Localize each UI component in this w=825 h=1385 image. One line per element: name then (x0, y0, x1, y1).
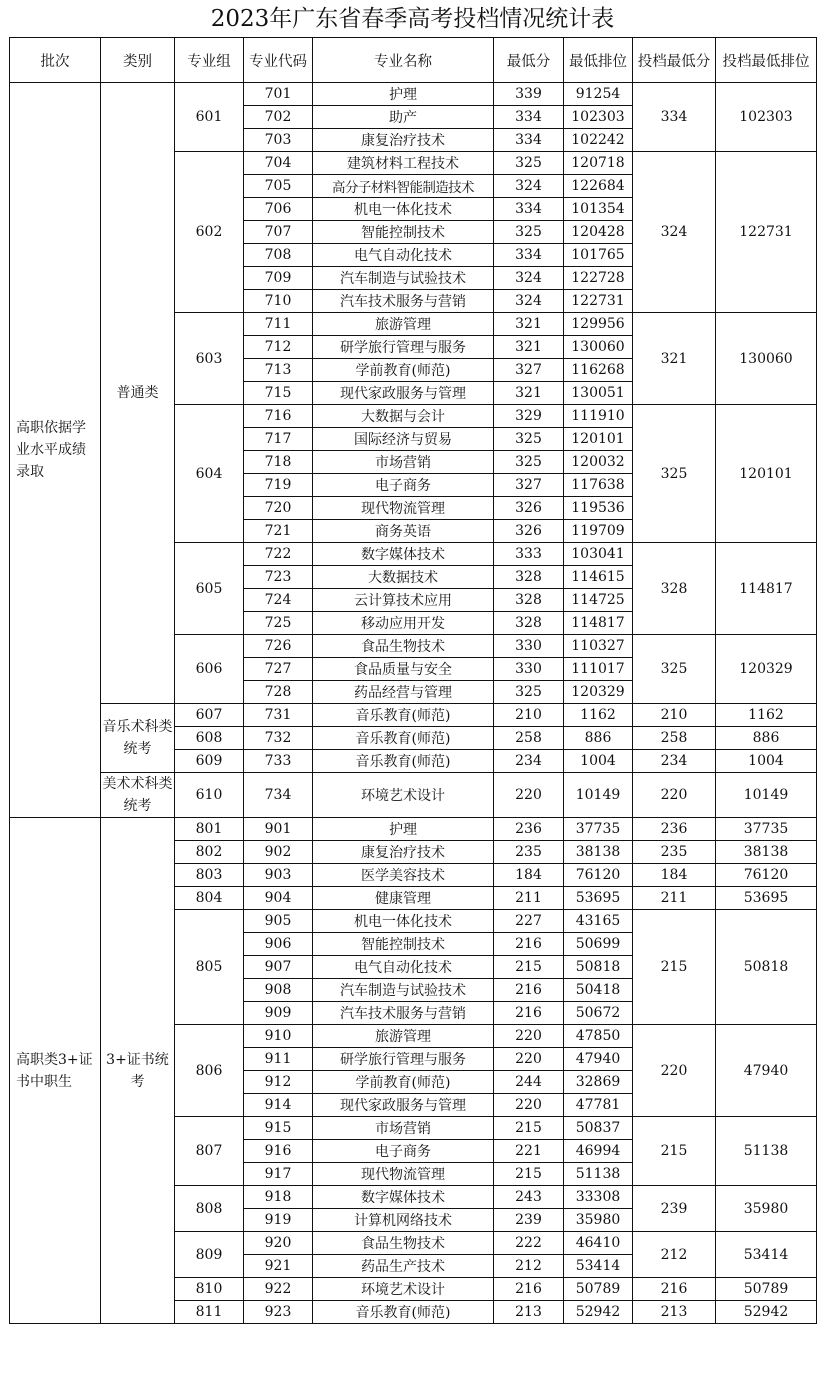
min-score-cell: 258 (494, 727, 564, 750)
column-header: 专业名称 (313, 38, 494, 83)
min-rank-cell: 122728 (564, 267, 633, 290)
min-score-cell: 321 (494, 313, 564, 336)
min-score-cell: 325 (494, 152, 564, 175)
min-score-cell: 321 (494, 336, 564, 359)
major-code-cell: 721 (244, 520, 313, 543)
min-score-cell: 334 (494, 198, 564, 221)
major-name-cell: 国际经济与贸易 (313, 428, 494, 451)
major-name-cell: 现代家政服务与管理 (313, 1094, 494, 1117)
min-rank-cell: 120329 (564, 681, 633, 704)
major-name-cell: 汽车制造与试验技术 (313, 979, 494, 1002)
min-rank-cell: 120101 (564, 428, 633, 451)
major-code-cell: 722 (244, 543, 313, 566)
toudang-min-score-cell: 324 (633, 152, 716, 313)
major-code-cell: 916 (244, 1140, 313, 1163)
min-rank-cell: 111017 (564, 658, 633, 681)
toudang-min-score-cell: 258 (633, 727, 716, 750)
major-name-cell: 汽车技术服务与营销 (313, 290, 494, 313)
min-score-cell: 330 (494, 658, 564, 681)
major-code-cell: 923 (244, 1301, 313, 1324)
major-name-cell: 音乐教育(师范) (313, 750, 494, 773)
group-code-cell: 806 (175, 1025, 244, 1117)
major-name-cell: 音乐教育(师范) (313, 727, 494, 750)
group-code-cell: 606 (175, 635, 244, 704)
major-code-cell: 716 (244, 405, 313, 428)
group-code-cell: 605 (175, 543, 244, 635)
toudang-min-score-cell: 184 (633, 864, 716, 887)
major-code-cell: 732 (244, 727, 313, 750)
min-rank-cell: 122684 (564, 175, 633, 198)
min-score-cell: 339 (494, 83, 564, 106)
major-name-cell: 医学美容技术 (313, 864, 494, 887)
group-code-cell: 604 (175, 405, 244, 543)
major-code-cell: 703 (244, 129, 313, 152)
toudang-min-score-cell: 216 (633, 1278, 716, 1301)
major-code-cell: 701 (244, 83, 313, 106)
toudang-min-score-cell: 328 (633, 543, 716, 635)
table-row (10, 773, 817, 818)
min-score-cell: 236 (494, 818, 564, 841)
min-score-cell: 334 (494, 244, 564, 267)
min-score-cell: 211 (494, 887, 564, 910)
toudang-min-rank-cell: 120101 (716, 405, 817, 543)
column-header: 专业组 (175, 38, 244, 83)
min-rank-cell: 50837 (564, 1117, 633, 1140)
min-rank-cell: 101354 (564, 198, 633, 221)
major-name-cell: 健康管理 (313, 887, 494, 910)
major-name-cell: 计算机网络技术 (313, 1209, 494, 1232)
min-rank-cell: 32869 (564, 1071, 633, 1094)
toudang-min-rank-cell: 47940 (716, 1025, 817, 1117)
min-rank-cell: 50699 (564, 933, 633, 956)
min-rank-cell: 47781 (564, 1094, 633, 1117)
min-score-cell: 216 (494, 1002, 564, 1025)
group-code-cell: 608 (175, 727, 244, 750)
group-code-cell: 803 (175, 864, 244, 887)
min-score-cell: 325 (494, 221, 564, 244)
min-score-cell: 215 (494, 1163, 564, 1186)
page-title: 2023年广东省春季高考投档情况统计表 (210, 6, 615, 32)
major-name-cell: 机电一体化技术 (313, 910, 494, 933)
major-name-cell: 智能控制技术 (313, 221, 494, 244)
major-code-cell: 705 (244, 175, 313, 198)
major-name-cell: 学前教育(师范) (313, 1071, 494, 1094)
min-score-cell: 324 (494, 290, 564, 313)
column-header: 专业代码 (244, 38, 313, 83)
min-score-cell: 215 (494, 1117, 564, 1140)
min-score-cell: 333 (494, 543, 564, 566)
toudang-min-score-cell: 212 (633, 1232, 716, 1278)
major-name-cell: 市场营销 (313, 451, 494, 474)
toudang-min-score-cell: 220 (633, 773, 716, 818)
major-name-cell: 药品经营与管理 (313, 681, 494, 704)
min-score-cell: 330 (494, 635, 564, 658)
major-name-cell: 音乐教育(师范) (313, 704, 494, 727)
min-score-cell: 220 (494, 1094, 564, 1117)
major-code-cell: 908 (244, 979, 313, 1002)
major-name-cell: 现代家政服务与管理 (313, 382, 494, 405)
group-code-cell: 808 (175, 1186, 244, 1232)
min-rank-cell: 114725 (564, 589, 633, 612)
major-code-cell: 731 (244, 704, 313, 727)
min-rank-cell: 50672 (564, 1002, 633, 1025)
major-code-cell: 905 (244, 910, 313, 933)
major-code-cell: 902 (244, 841, 313, 864)
toudang-min-rank-cell: 120329 (716, 635, 817, 704)
min-score-cell: 212 (494, 1255, 564, 1278)
major-code-cell: 906 (244, 933, 313, 956)
toudang-min-score-cell: 236 (633, 818, 716, 841)
major-name-cell: 研学旅行管理与服务 (313, 1048, 494, 1071)
major-code-cell: 712 (244, 336, 313, 359)
major-name-cell: 汽车制造与试验技术 (313, 267, 494, 290)
major-name-cell: 助产 (313, 106, 494, 129)
major-name-cell: 电子商务 (313, 474, 494, 497)
min-rank-cell: 103041 (564, 543, 633, 566)
major-name-cell: 机电一体化技术 (313, 198, 494, 221)
batch-cell: 高职依据学业水平成绩录取 (10, 83, 101, 818)
category-cell: 美术术科类统考 (101, 773, 175, 818)
min-score-cell: 243 (494, 1186, 564, 1209)
major-code-cell: 707 (244, 221, 313, 244)
min-rank-cell: 53414 (564, 1255, 633, 1278)
min-score-cell: 221 (494, 1140, 564, 1163)
category-cell: 普通类 (101, 83, 175, 704)
major-name-cell: 云计算技术应用 (313, 589, 494, 612)
min-rank-cell: 50418 (564, 979, 633, 1002)
major-name-cell: 电子商务 (313, 1140, 494, 1163)
min-score-cell: 334 (494, 129, 564, 152)
min-rank-cell: 33308 (564, 1186, 633, 1209)
group-code-cell: 801 (175, 818, 244, 841)
min-rank-cell: 38138 (564, 841, 633, 864)
min-score-cell: 325 (494, 681, 564, 704)
column-header: 投档最低排位 (716, 38, 817, 83)
min-rank-cell: 110327 (564, 635, 633, 658)
major-code-cell: 904 (244, 887, 313, 910)
min-rank-cell: 35980 (564, 1209, 633, 1232)
min-score-cell: 234 (494, 750, 564, 773)
major-name-cell: 建筑材料工程技术 (313, 152, 494, 175)
min-rank-cell: 130051 (564, 382, 633, 405)
min-score-cell: 220 (494, 1025, 564, 1048)
min-score-cell: 327 (494, 474, 564, 497)
min-score-cell: 210 (494, 704, 564, 727)
min-rank-cell: 50789 (564, 1278, 633, 1301)
group-code-cell: 811 (175, 1301, 244, 1324)
major-code-cell: 728 (244, 681, 313, 704)
major-code-cell: 921 (244, 1255, 313, 1278)
major-code-cell: 725 (244, 612, 313, 635)
major-name-cell: 数字媒体技术 (313, 1186, 494, 1209)
min-rank-cell: 120428 (564, 221, 633, 244)
major-code-cell: 911 (244, 1048, 313, 1071)
min-score-cell: 334 (494, 106, 564, 129)
major-name-cell: 食品质量与安全 (313, 658, 494, 681)
column-header: 类别 (101, 38, 175, 83)
major-name-cell: 现代物流管理 (313, 1163, 494, 1186)
major-code-cell: 727 (244, 658, 313, 681)
group-code-cell: 601 (175, 83, 244, 152)
admission-table (9, 37, 817, 1324)
major-code-cell: 715 (244, 382, 313, 405)
min-score-cell: 213 (494, 1301, 564, 1324)
toudang-min-rank-cell: 53695 (716, 887, 817, 910)
min-score-cell: 184 (494, 864, 564, 887)
major-name-cell: 高分子材料智能制造技术 (313, 175, 494, 198)
min-rank-cell: 1162 (564, 704, 633, 727)
batch-cell: 高职类3+证书中职生 (10, 818, 101, 1324)
major-name-cell: 药品生产技术 (313, 1255, 494, 1278)
major-code-cell: 912 (244, 1071, 313, 1094)
min-rank-cell: 114615 (564, 566, 633, 589)
major-code-cell: 720 (244, 497, 313, 520)
group-code-cell: 610 (175, 773, 244, 818)
min-rank-cell: 102303 (564, 106, 633, 129)
major-code-cell: 702 (244, 106, 313, 129)
toudang-min-rank-cell: 10149 (716, 773, 817, 818)
toudang-min-rank-cell: 53414 (716, 1232, 817, 1278)
table-body (10, 83, 817, 1324)
toudang-min-score-cell: 211 (633, 887, 716, 910)
min-score-cell: 325 (494, 451, 564, 474)
toudang-min-score-cell: 321 (633, 313, 716, 405)
major-code-cell: 914 (244, 1094, 313, 1117)
major-code-cell: 901 (244, 818, 313, 841)
toudang-min-score-cell: 325 (633, 635, 716, 704)
min-score-cell: 216 (494, 979, 564, 1002)
min-rank-cell: 46410 (564, 1232, 633, 1255)
group-code-cell: 807 (175, 1117, 244, 1186)
group-code-cell: 810 (175, 1278, 244, 1301)
min-rank-cell: 37735 (564, 818, 633, 841)
major-code-cell: 724 (244, 589, 313, 612)
category-cell: 3+证书统考 (101, 818, 175, 1324)
min-score-cell: 324 (494, 175, 564, 198)
min-score-cell: 235 (494, 841, 564, 864)
toudang-min-rank-cell: 50789 (716, 1278, 817, 1301)
min-score-cell: 321 (494, 382, 564, 405)
toudang-min-rank-cell: 51138 (716, 1117, 817, 1186)
min-rank-cell: 47850 (564, 1025, 633, 1048)
toudang-min-score-cell: 215 (633, 1117, 716, 1186)
major-name-cell: 电气自动化技术 (313, 956, 494, 979)
major-code-cell: 903 (244, 864, 313, 887)
group-code-cell: 804 (175, 887, 244, 910)
major-code-cell: 918 (244, 1186, 313, 1209)
min-rank-cell: 120718 (564, 152, 633, 175)
toudang-min-rank-cell: 886 (716, 727, 817, 750)
min-score-cell: 227 (494, 910, 564, 933)
min-rank-cell: 101765 (564, 244, 633, 267)
toudang-min-rank-cell: 38138 (716, 841, 817, 864)
major-code-cell: 723 (244, 566, 313, 589)
major-name-cell: 市场营销 (313, 1117, 494, 1140)
major-code-cell: 915 (244, 1117, 313, 1140)
major-name-cell: 大数据与会计 (313, 405, 494, 428)
column-header: 批次 (10, 38, 101, 83)
major-name-cell: 环境艺术设计 (313, 1278, 494, 1301)
major-code-cell: 909 (244, 1002, 313, 1025)
major-code-cell: 709 (244, 267, 313, 290)
major-code-cell: 717 (244, 428, 313, 451)
toudang-min-score-cell: 213 (633, 1301, 716, 1324)
min-rank-cell: 114817 (564, 612, 633, 635)
major-code-cell: 719 (244, 474, 313, 497)
group-code-cell: 609 (175, 750, 244, 773)
toudang-min-rank-cell: 130060 (716, 313, 817, 405)
min-rank-cell: 51138 (564, 1163, 633, 1186)
toudang-min-score-cell: 215 (633, 910, 716, 1025)
min-rank-cell: 116268 (564, 359, 633, 382)
min-rank-cell: 46994 (564, 1140, 633, 1163)
min-score-cell: 216 (494, 1278, 564, 1301)
min-score-cell: 325 (494, 428, 564, 451)
table-row (10, 83, 817, 106)
major-code-cell: 922 (244, 1278, 313, 1301)
table-row (10, 704, 817, 727)
toudang-min-score-cell: 239 (633, 1186, 716, 1232)
toudang-min-rank-cell: 76120 (716, 864, 817, 887)
major-name-cell: 食品生物技术 (313, 635, 494, 658)
major-name-cell: 食品生物技术 (313, 1232, 494, 1255)
min-score-cell: 222 (494, 1232, 564, 1255)
major-name-cell: 音乐教育(师范) (313, 1301, 494, 1324)
min-rank-cell: 119709 (564, 520, 633, 543)
major-name-cell: 智能控制技术 (313, 933, 494, 956)
toudang-min-score-cell: 234 (633, 750, 716, 773)
major-code-cell: 919 (244, 1209, 313, 1232)
min-score-cell: 324 (494, 267, 564, 290)
toudang-min-score-cell: 220 (633, 1025, 716, 1117)
min-score-cell: 220 (494, 1048, 564, 1071)
min-rank-cell: 10149 (564, 773, 633, 818)
toudang-min-rank-cell: 50818 (716, 910, 817, 1025)
major-code-cell: 708 (244, 244, 313, 267)
table-row (10, 818, 817, 841)
group-code-cell: 802 (175, 841, 244, 864)
min-rank-cell: 76120 (564, 864, 633, 887)
toudang-min-score-cell: 334 (633, 83, 716, 152)
major-name-cell: 研学旅行管理与服务 (313, 336, 494, 359)
major-name-cell: 数字媒体技术 (313, 543, 494, 566)
major-code-cell: 910 (244, 1025, 313, 1048)
major-name-cell: 大数据技术 (313, 566, 494, 589)
min-rank-cell: 47940 (564, 1048, 633, 1071)
major-code-cell: 711 (244, 313, 313, 336)
major-name-cell: 旅游管理 (313, 1025, 494, 1048)
major-code-cell: 907 (244, 956, 313, 979)
group-code-cell: 809 (175, 1232, 244, 1278)
min-rank-cell: 130060 (564, 336, 633, 359)
major-code-cell: 726 (244, 635, 313, 658)
toudang-min-score-cell: 210 (633, 704, 716, 727)
toudang-min-score-cell: 325 (633, 405, 716, 543)
major-code-cell: 733 (244, 750, 313, 773)
min-rank-cell: 52942 (564, 1301, 633, 1324)
min-score-cell: 239 (494, 1209, 564, 1232)
group-code-cell: 602 (175, 152, 244, 313)
min-rank-cell: 129956 (564, 313, 633, 336)
min-score-cell: 216 (494, 933, 564, 956)
major-name-cell: 汽车技术服务与营销 (313, 1002, 494, 1025)
min-rank-cell: 111910 (564, 405, 633, 428)
toudang-min-score-cell: 235 (633, 841, 716, 864)
major-code-cell: 704 (244, 152, 313, 175)
major-name-cell: 环境艺术设计 (313, 773, 494, 818)
toudang-min-rank-cell: 122731 (716, 152, 817, 313)
min-score-cell: 215 (494, 956, 564, 979)
header-row (10, 38, 817, 83)
major-code-cell: 718 (244, 451, 313, 474)
toudang-min-rank-cell: 52942 (716, 1301, 817, 1324)
column-header: 投档最低分 (633, 38, 716, 83)
major-code-cell: 734 (244, 773, 313, 818)
major-name-cell: 护理 (313, 83, 494, 106)
min-rank-cell: 119536 (564, 497, 633, 520)
min-rank-cell: 53695 (564, 887, 633, 910)
major-name-cell: 护理 (313, 818, 494, 841)
table-header (10, 38, 817, 83)
min-score-cell: 326 (494, 520, 564, 543)
min-score-cell: 326 (494, 497, 564, 520)
min-rank-cell: 120032 (564, 451, 633, 474)
major-name-cell: 移动应用开发 (313, 612, 494, 635)
min-score-cell: 329 (494, 405, 564, 428)
toudang-min-rank-cell: 1004 (716, 750, 817, 773)
major-name-cell: 旅游管理 (313, 313, 494, 336)
min-score-cell: 220 (494, 773, 564, 818)
min-rank-cell: 1004 (564, 750, 633, 773)
group-code-cell: 603 (175, 313, 244, 405)
min-rank-cell: 43165 (564, 910, 633, 933)
min-score-cell: 328 (494, 566, 564, 589)
toudang-min-rank-cell: 102303 (716, 83, 817, 152)
min-score-cell: 328 (494, 612, 564, 635)
min-score-cell: 244 (494, 1071, 564, 1094)
major-code-cell: 713 (244, 359, 313, 382)
min-score-cell: 327 (494, 359, 564, 382)
group-code-cell: 805 (175, 910, 244, 1025)
major-name-cell: 学前教育(师范) (313, 359, 494, 382)
major-name-cell: 电气自动化技术 (313, 244, 494, 267)
group-code-cell: 607 (175, 704, 244, 727)
major-code-cell: 920 (244, 1232, 313, 1255)
toudang-min-rank-cell: 37735 (716, 818, 817, 841)
major-name-cell: 商务英语 (313, 520, 494, 543)
toudang-min-rank-cell: 114817 (716, 543, 817, 635)
major-name-cell: 现代物流管理 (313, 497, 494, 520)
min-rank-cell: 117638 (564, 474, 633, 497)
column-header: 最低分 (494, 38, 564, 83)
toudang-min-rank-cell: 1162 (716, 704, 817, 727)
major-code-cell: 706 (244, 198, 313, 221)
min-rank-cell: 102242 (564, 129, 633, 152)
min-score-cell: 328 (494, 589, 564, 612)
toudang-min-rank-cell: 35980 (716, 1186, 817, 1232)
major-code-cell: 917 (244, 1163, 313, 1186)
major-name-cell: 康复治疗技术 (313, 129, 494, 152)
min-rank-cell: 886 (564, 727, 633, 750)
column-header: 最低排位 (564, 38, 633, 83)
min-rank-cell: 91254 (564, 83, 633, 106)
category-cell: 音乐术科类统考 (101, 704, 175, 773)
min-rank-cell: 50818 (564, 956, 633, 979)
major-name-cell: 康复治疗技术 (313, 841, 494, 864)
major-code-cell: 710 (244, 290, 313, 313)
min-rank-cell: 122731 (564, 290, 633, 313)
